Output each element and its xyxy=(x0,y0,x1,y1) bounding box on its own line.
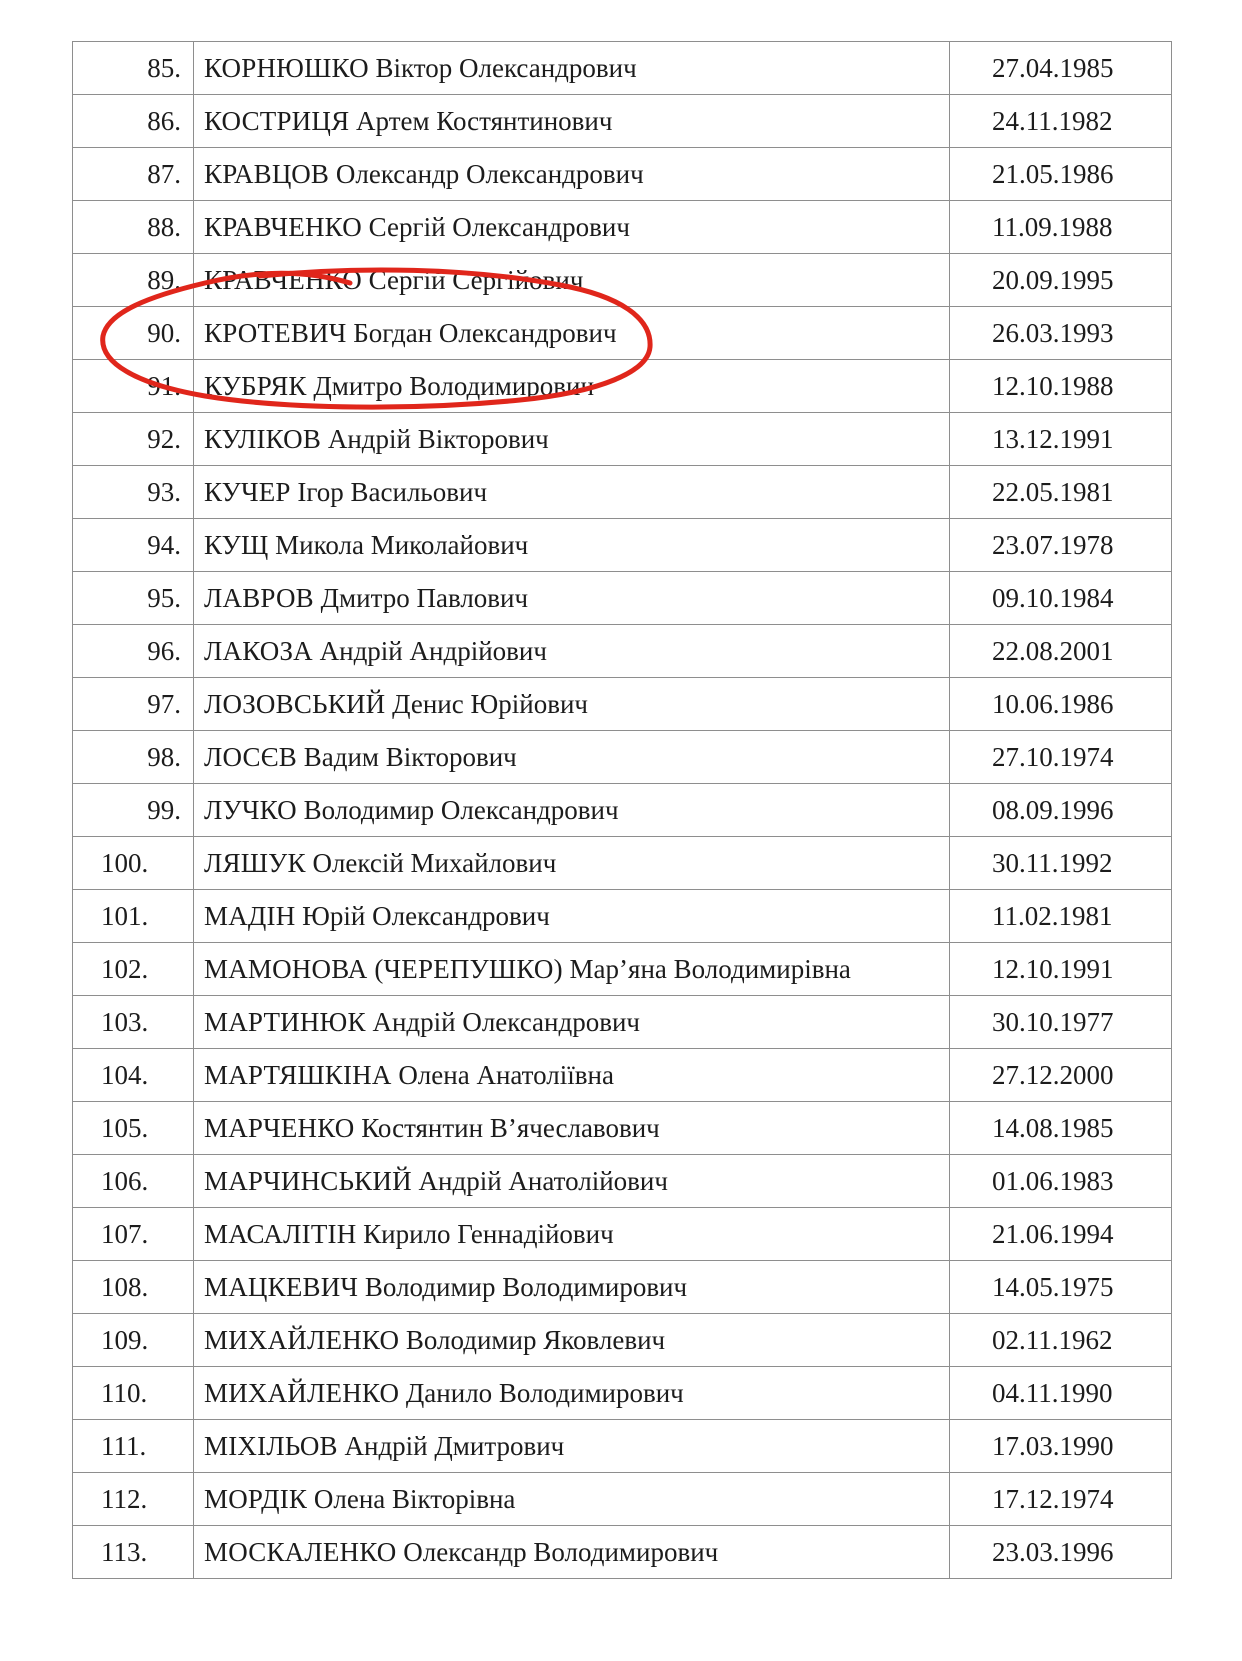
table-row xyxy=(73,519,1172,572)
row-number: 109. xyxy=(73,1314,194,1367)
table-row xyxy=(73,1049,1172,1102)
surname: МАРЧЕНКО xyxy=(204,1112,355,1143)
birth-date: 27.04.1985 xyxy=(950,42,1172,95)
birth-date: 08.09.1996 xyxy=(950,784,1172,837)
birth-date: 10.06.1986 xyxy=(950,678,1172,731)
row-number: 101. xyxy=(73,890,194,943)
person-name xyxy=(194,678,950,731)
person-name xyxy=(194,943,950,996)
person-name xyxy=(194,1208,950,1261)
row-number: 104. xyxy=(73,1049,194,1102)
given-names: Костянтин В’ячеславович xyxy=(361,1112,660,1143)
table-row xyxy=(73,307,1172,360)
given-names: Данило Володимирович xyxy=(405,1377,684,1408)
given-names: Ігор Васильович xyxy=(297,476,488,507)
surname: КОРНЮШКО xyxy=(204,52,369,83)
table-row xyxy=(73,254,1172,307)
table-row xyxy=(73,1420,1172,1473)
given-names: Андрій Олександрович xyxy=(372,1006,641,1037)
surname: КУБРЯК xyxy=(204,370,307,401)
surname: КУЧЕР xyxy=(204,476,291,507)
given-names: Андрій Вікторович xyxy=(327,423,549,454)
person-name xyxy=(194,519,950,572)
person-name xyxy=(194,837,950,890)
person-name xyxy=(194,466,950,519)
row-number: 102. xyxy=(73,943,194,996)
table-body xyxy=(73,42,1172,1579)
surname: МІХІЛЬОВ xyxy=(204,1430,338,1461)
given-names: Віктор Олександрович xyxy=(375,52,637,83)
birth-date: 12.10.1991 xyxy=(950,943,1172,996)
person-name xyxy=(194,1155,950,1208)
birth-date: 26.03.1993 xyxy=(950,307,1172,360)
person-name xyxy=(194,1367,950,1420)
row-number: 95. xyxy=(73,572,194,625)
surname: КРАВЧЕНКО xyxy=(204,264,362,295)
person-name xyxy=(194,625,950,678)
row-number: 112. xyxy=(73,1473,194,1526)
birth-date: 13.12.1991 xyxy=(950,413,1172,466)
person-name xyxy=(194,1102,950,1155)
given-names: Дмитро Павлович xyxy=(320,582,529,613)
row-number: 105. xyxy=(73,1102,194,1155)
table-row xyxy=(73,148,1172,201)
given-names: Артем Костянтинович xyxy=(356,105,613,136)
table-row xyxy=(73,1102,1172,1155)
table-row xyxy=(73,95,1172,148)
table-row xyxy=(73,890,1172,943)
table-row xyxy=(73,201,1172,254)
surname: МИХАЙЛЕНКО xyxy=(204,1324,400,1355)
surname: КРАВЧЕНКО xyxy=(204,211,362,242)
surname: МОРДІК xyxy=(204,1483,308,1514)
birth-date: 01.06.1983 xyxy=(950,1155,1172,1208)
table-row xyxy=(73,1208,1172,1261)
table-row xyxy=(73,1155,1172,1208)
person-name xyxy=(194,1314,950,1367)
table-row xyxy=(73,678,1172,731)
birth-date: 27.10.1974 xyxy=(950,731,1172,784)
birth-date: 14.08.1985 xyxy=(950,1102,1172,1155)
given-names: Богдан Олександрович xyxy=(353,317,617,348)
row-number: 87. xyxy=(73,148,194,201)
row-number: 108. xyxy=(73,1261,194,1314)
table-row xyxy=(73,837,1172,890)
given-names: Олексій Михайлович xyxy=(312,847,557,878)
table-row xyxy=(73,360,1172,413)
surname: МАРТИНЮК xyxy=(204,1006,366,1037)
birth-date: 17.03.1990 xyxy=(950,1420,1172,1473)
surname: ЛОСЄВ xyxy=(204,741,297,772)
table-row xyxy=(73,1261,1172,1314)
surname: ЛАВРОВ xyxy=(204,582,314,613)
row-number: 90. xyxy=(73,307,194,360)
table-row xyxy=(73,996,1172,1049)
row-number: 97. xyxy=(73,678,194,731)
birth-date: 22.08.2001 xyxy=(950,625,1172,678)
surname: МАСАЛІТІН xyxy=(204,1218,357,1249)
person-name xyxy=(194,42,950,95)
table-row xyxy=(73,625,1172,678)
given-names: Олена Анатоліївна xyxy=(398,1059,614,1090)
given-names: Андрій Андрійович xyxy=(319,635,547,666)
birth-date: 20.09.1995 xyxy=(950,254,1172,307)
given-names: Сергій Сергійович xyxy=(368,264,584,295)
row-number: 113. xyxy=(73,1526,194,1579)
person-name xyxy=(194,148,950,201)
person-name xyxy=(194,890,950,943)
given-names: Юрій Олександрович xyxy=(302,900,550,931)
given-names: Володимир Олександрович xyxy=(303,794,619,825)
given-names: Микола Миколайович xyxy=(275,529,529,560)
names-table xyxy=(72,41,1172,1579)
row-number: 98. xyxy=(73,731,194,784)
given-names: Андрій Дмитрович xyxy=(344,1430,565,1461)
surname: КУЛІКОВ xyxy=(204,423,322,454)
given-names: Сергій Олександрович xyxy=(368,211,630,242)
person-name xyxy=(194,201,950,254)
row-number: 88. xyxy=(73,201,194,254)
person-name xyxy=(194,1049,950,1102)
given-names: Володимир Володимирович xyxy=(364,1271,688,1302)
surname: ЛОЗОВСЬКИЙ xyxy=(204,688,386,719)
surname: ЛЯШУК xyxy=(204,847,306,878)
table-row xyxy=(73,413,1172,466)
person-name xyxy=(194,1526,950,1579)
row-number: 85. xyxy=(73,42,194,95)
row-number: 91. xyxy=(73,360,194,413)
birth-date: 11.09.1988 xyxy=(950,201,1172,254)
birth-date: 12.10.1988 xyxy=(950,360,1172,413)
birth-date: 09.10.1984 xyxy=(950,572,1172,625)
birth-date: 23.07.1978 xyxy=(950,519,1172,572)
birth-date: 24.11.1982 xyxy=(950,95,1172,148)
given-names: Кирило Геннадійович xyxy=(363,1218,614,1249)
row-number: 99. xyxy=(73,784,194,837)
given-names: Олександр Володимирович xyxy=(403,1536,719,1567)
surname: КУЩ xyxy=(204,529,269,560)
surname: МАДІН xyxy=(204,900,296,931)
person-name xyxy=(194,254,950,307)
table-row xyxy=(73,943,1172,996)
row-number: 92. xyxy=(73,413,194,466)
birth-date: 30.10.1977 xyxy=(950,996,1172,1049)
given-names: Олена Вікторівна xyxy=(313,1483,516,1514)
person-name xyxy=(194,572,950,625)
surname: МАЦКЕВИЧ xyxy=(204,1271,359,1302)
surname: МОСКАЛЕНКО xyxy=(204,1536,397,1567)
given-names: Мар’яна Володимирівна xyxy=(569,953,851,984)
row-number: 96. xyxy=(73,625,194,678)
row-number: 86. xyxy=(73,95,194,148)
birth-date: 22.05.1981 xyxy=(950,466,1172,519)
given-names: Дмитро Володимирович xyxy=(313,370,595,401)
person-name xyxy=(194,784,950,837)
birth-date: 30.11.1992 xyxy=(950,837,1172,890)
row-number: 93. xyxy=(73,466,194,519)
surname: ЛУЧКО xyxy=(204,794,297,825)
person-name xyxy=(194,413,950,466)
table-row xyxy=(73,731,1172,784)
birth-date: 21.06.1994 xyxy=(950,1208,1172,1261)
person-name xyxy=(194,1473,950,1526)
surname: КРАВЦОВ xyxy=(204,158,330,189)
row-number: 111. xyxy=(73,1420,194,1473)
table-row xyxy=(73,1367,1172,1420)
birth-date: 23.03.1996 xyxy=(950,1526,1172,1579)
table-row xyxy=(73,784,1172,837)
birth-date: 02.11.1962 xyxy=(950,1314,1172,1367)
given-names: Вадим Вікторович xyxy=(303,741,517,772)
person-name xyxy=(194,360,950,413)
row-number: 94. xyxy=(73,519,194,572)
birth-date: 21.05.1986 xyxy=(950,148,1172,201)
table-row xyxy=(73,1526,1172,1579)
surname: МАРЧИНСЬКИЙ xyxy=(204,1165,412,1196)
person-name xyxy=(194,731,950,784)
person-name xyxy=(194,996,950,1049)
person-name xyxy=(194,1420,950,1473)
given-names: Денис Юрійович xyxy=(392,688,588,719)
row-number: 110. xyxy=(73,1367,194,1420)
person-name xyxy=(194,307,950,360)
person-name xyxy=(194,95,950,148)
surname: КОСТРИЦЯ xyxy=(204,105,350,136)
birth-date: 11.02.1981 xyxy=(950,890,1172,943)
table-row xyxy=(73,572,1172,625)
row-number: 103. xyxy=(73,996,194,1049)
person-name xyxy=(194,1261,950,1314)
table-row xyxy=(73,466,1172,519)
table-row xyxy=(73,1473,1172,1526)
row-number: 100. xyxy=(73,837,194,890)
table-row xyxy=(73,42,1172,95)
surname: МАМОНОВА (ЧЕРЕПУШКО) xyxy=(204,953,563,984)
row-number: 107. xyxy=(73,1208,194,1261)
table-row xyxy=(73,1314,1172,1367)
birth-date: 17.12.1974 xyxy=(950,1473,1172,1526)
given-names: Олександр Олександрович xyxy=(335,158,644,189)
surname: КРОТЕВИЧ xyxy=(204,317,347,348)
birth-date: 04.11.1990 xyxy=(950,1367,1172,1420)
birth-date: 27.12.2000 xyxy=(950,1049,1172,1102)
given-names: Володимир Яковлевич xyxy=(405,1324,666,1355)
row-number: 89. xyxy=(73,254,194,307)
given-names: Андрій Анатолійович xyxy=(418,1165,668,1196)
surname: МАРТЯШКІНА xyxy=(204,1059,392,1090)
row-number: 106. xyxy=(73,1155,194,1208)
surname: ЛАКОЗА xyxy=(204,635,313,666)
birth-date: 14.05.1975 xyxy=(950,1261,1172,1314)
surname: МИХАЙЛЕНКО xyxy=(204,1377,400,1408)
